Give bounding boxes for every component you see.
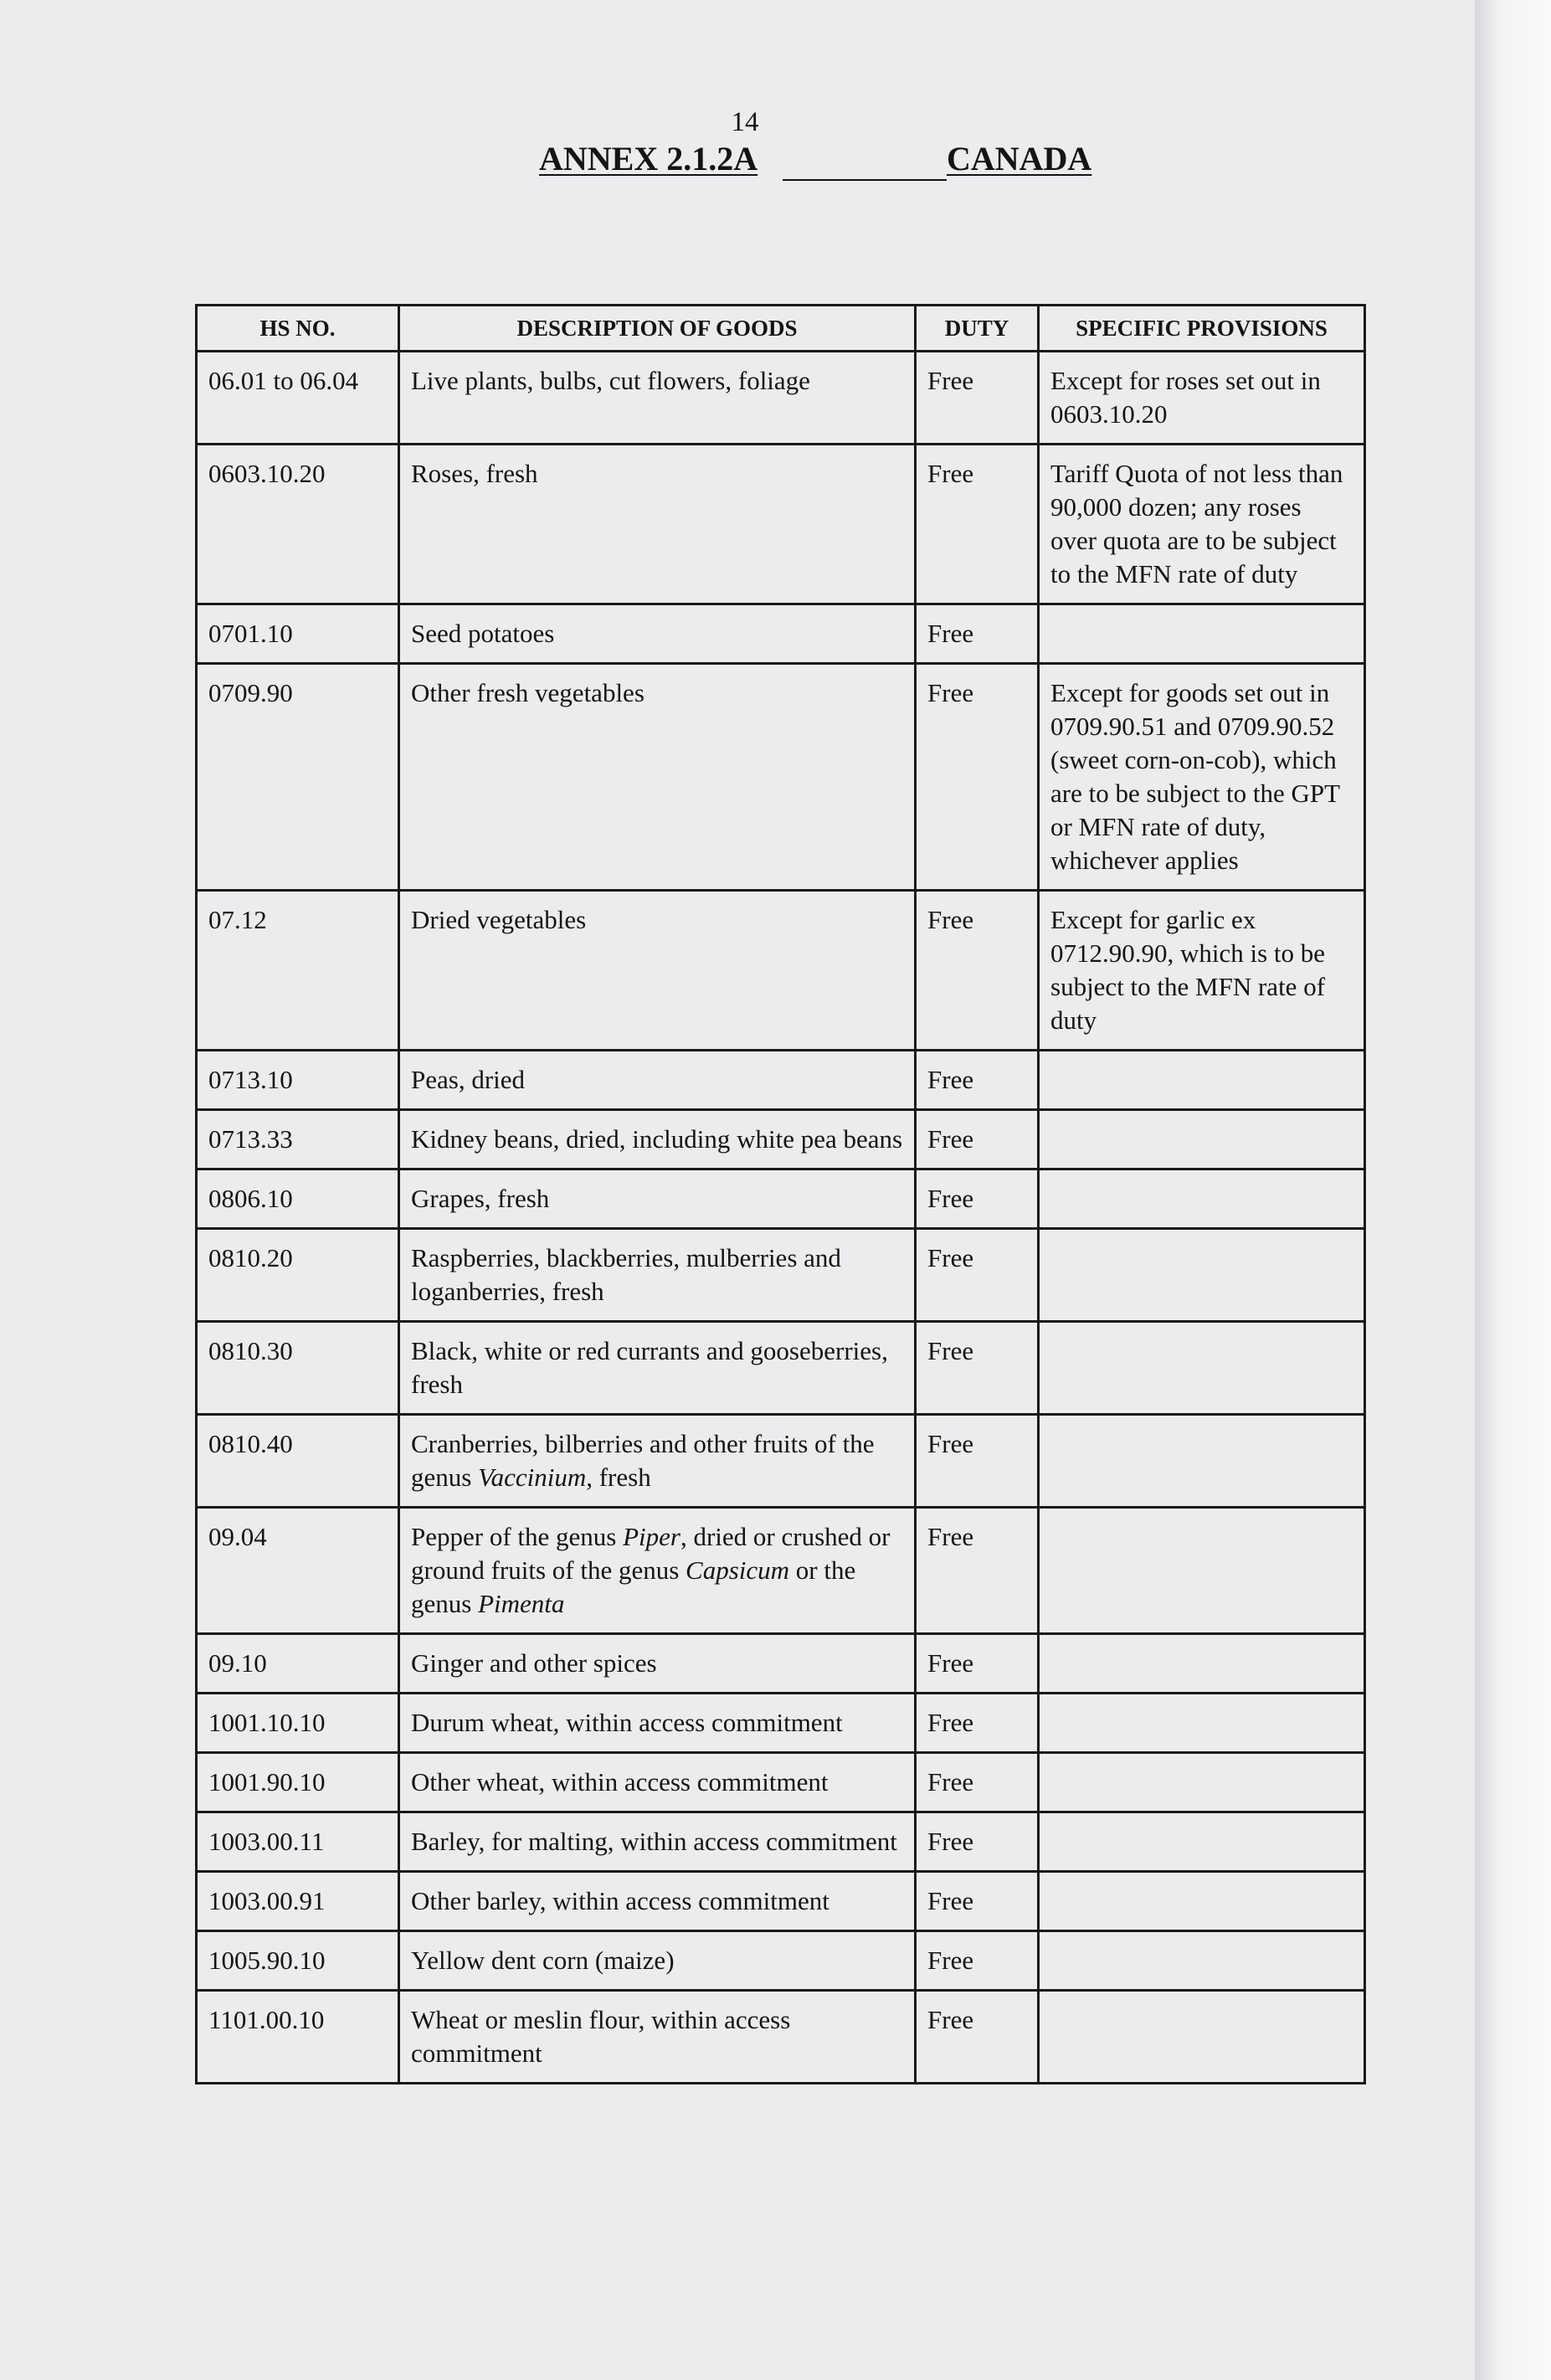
description-cell: Kidney beans, dried, including white pea beans xyxy=(399,1110,916,1169)
provisions-cell xyxy=(1039,1508,1365,1634)
annex-title: ANNEX 2.1.2A xyxy=(539,140,758,177)
header-description: DESCRIPTION OF GOODS xyxy=(399,306,916,352)
duty-cell: Free xyxy=(916,891,1039,1051)
duty-cell: Free xyxy=(916,1415,1039,1508)
page-edge-shadow xyxy=(1475,0,1551,2380)
duty-cell: Free xyxy=(916,1812,1039,1872)
description-cell: Black, white or red currants and gooseberries, fresh xyxy=(399,1322,916,1415)
description-cell: Durum wheat, within access commitment xyxy=(399,1694,916,1753)
description-cell: Dried vegetables xyxy=(399,891,916,1051)
provisions-cell xyxy=(1039,1812,1365,1872)
header-hs-no: HS NO. xyxy=(197,306,399,352)
genus-name: Capsicum xyxy=(686,1555,790,1585)
description-cell: Other barley, within access commitment xyxy=(399,1872,916,1931)
description-cell: Yellow dent corn (maize) xyxy=(399,1931,916,1991)
genus-name: Piper xyxy=(623,1522,680,1551)
hs-cell: 0603.10.20 xyxy=(197,445,399,604)
provisions-cell xyxy=(1039,1051,1365,1110)
description-cell: Pepper of the genus Piper, dried or crushed or ground fruits of the genus Capsicum or the genus Pimenta xyxy=(399,1508,916,1634)
provisions-cell xyxy=(1039,1931,1365,1991)
description-cell: Barley, for malting, within access commitment xyxy=(399,1812,916,1872)
table-row xyxy=(197,445,1365,604)
provisions-cell xyxy=(1039,1322,1365,1415)
duty-cell: Free xyxy=(916,1110,1039,1169)
duty-cell: Free xyxy=(916,352,1039,445)
hs-cell: 0709.90 xyxy=(197,664,399,891)
hs-cell: 1003.00.91 xyxy=(197,1872,399,1931)
header-row xyxy=(197,306,1365,352)
description-cell: Wheat or meslin flour, within access commitment xyxy=(399,1991,916,2084)
provisions-cell xyxy=(1039,1415,1365,1508)
description-cell: Raspberries, blackberries, mulberries and loganberries, fresh xyxy=(399,1229,916,1322)
hs-cell: 0810.30 xyxy=(197,1322,399,1415)
page-number: 14 xyxy=(731,107,759,137)
table-row xyxy=(197,1169,1365,1229)
description-cell: Live plants, bulbs, cut flowers, foliage xyxy=(399,352,916,445)
duty-cell: Free xyxy=(916,1051,1039,1110)
description-cell: Roses, fresh xyxy=(399,445,916,604)
provisions-cell xyxy=(1039,1872,1365,1931)
duty-cell: Free xyxy=(916,1634,1039,1694)
title-underline xyxy=(783,179,947,181)
hs-cell: 1001.10.10 xyxy=(197,1694,399,1753)
description-cell: Cranberries, bilberries and other fruits of the genus Vaccinium, fresh xyxy=(399,1415,916,1508)
hs-cell: 0810.40 xyxy=(197,1415,399,1508)
table-row xyxy=(197,1322,1365,1415)
provisions-cell xyxy=(1039,1991,1365,2084)
table-row xyxy=(197,1812,1365,1872)
table-row xyxy=(197,1229,1365,1322)
table-row xyxy=(197,1415,1365,1508)
duty-cell: Free xyxy=(916,1753,1039,1812)
provisions-cell xyxy=(1039,1634,1365,1694)
table-row xyxy=(197,1110,1365,1169)
table-row xyxy=(197,1931,1365,1991)
table-body xyxy=(197,352,1365,2084)
duty-cell: Free xyxy=(916,1931,1039,1991)
duty-cell: Free xyxy=(916,1322,1039,1415)
duty-cell: Free xyxy=(916,1991,1039,2084)
table-row xyxy=(197,1991,1365,2084)
table-row xyxy=(197,891,1365,1051)
hs-cell: 0806.10 xyxy=(197,1169,399,1229)
table-row xyxy=(197,664,1365,891)
hs-cell: 0713.33 xyxy=(197,1110,399,1169)
table-row xyxy=(197,1634,1365,1694)
provisions-cell: Except for goods set out in 0709.90.51 and 0709.90.52 (sweet corn-on-cob), which are to be subject to the GPT or MFN rate of duty, whichever applies xyxy=(1039,664,1365,891)
hs-cell: 1003.00.11 xyxy=(197,1812,399,1872)
hs-cell: 09.10 xyxy=(197,1634,399,1694)
genus-name: Pimenta xyxy=(478,1589,565,1618)
description-cell: Ginger and other spices xyxy=(399,1634,916,1694)
duty-cell: Free xyxy=(916,445,1039,604)
country-title: CANADA xyxy=(947,140,1092,177)
duty-cell: Free xyxy=(916,664,1039,891)
hs-cell: 0713.10 xyxy=(197,1051,399,1110)
description-cell: Peas, dried xyxy=(399,1051,916,1110)
goods-table xyxy=(195,304,1366,2084)
genus-name: Vaccinium xyxy=(478,1462,587,1492)
provisions-cell xyxy=(1039,1169,1365,1229)
hs-cell: 06.01 to 06.04 xyxy=(197,352,399,445)
hs-cell: 07.12 xyxy=(197,891,399,1051)
table-row xyxy=(197,1753,1365,1812)
header-specific-provisions: SPECIFIC PROVISIONS xyxy=(1039,306,1365,352)
table-row xyxy=(197,1872,1365,1931)
provisions-cell: Except for garlic ex 0712.90.90, which is to be subject to the MFN rate of duty xyxy=(1039,891,1365,1051)
table-row xyxy=(197,1694,1365,1753)
header-duty: DUTY xyxy=(916,306,1039,352)
description-cell: Other wheat, within access commitment xyxy=(399,1753,916,1812)
provisions-cell xyxy=(1039,1229,1365,1322)
provisions-cell xyxy=(1039,604,1365,664)
description-cell: Grapes, fresh xyxy=(399,1169,916,1229)
hs-cell: 1005.90.10 xyxy=(197,1931,399,1991)
table-row xyxy=(197,1051,1365,1110)
description-cell: Seed potatoes xyxy=(399,604,916,664)
hs-cell: 1001.90.10 xyxy=(197,1753,399,1812)
table-row xyxy=(197,1508,1365,1634)
duty-cell: Free xyxy=(916,1229,1039,1322)
hs-cell: 0810.20 xyxy=(197,1229,399,1322)
hs-cell: 09.04 xyxy=(197,1508,399,1634)
duty-cell: Free xyxy=(916,1508,1039,1634)
duty-cell: Free xyxy=(916,604,1039,664)
duty-cell: Free xyxy=(916,1872,1039,1931)
duty-cell: Free xyxy=(916,1694,1039,1753)
table-row xyxy=(197,352,1365,445)
hs-cell: 0701.10 xyxy=(197,604,399,664)
hs-cell: 1101.00.10 xyxy=(197,1991,399,2084)
provisions-cell: Except for roses set out in 0603.10.20 xyxy=(1039,352,1365,445)
provisions-cell xyxy=(1039,1753,1365,1812)
provisions-cell xyxy=(1039,1694,1365,1753)
provisions-cell: Tariff Quota of not less than 90,000 dozen; any roses over quota are to be subject to the MFN rate of duty xyxy=(1039,445,1365,604)
duty-cell: Free xyxy=(916,1169,1039,1229)
table-row xyxy=(197,604,1365,664)
provisions-cell xyxy=(1039,1110,1365,1169)
description-cell: Other fresh vegetables xyxy=(399,664,916,891)
